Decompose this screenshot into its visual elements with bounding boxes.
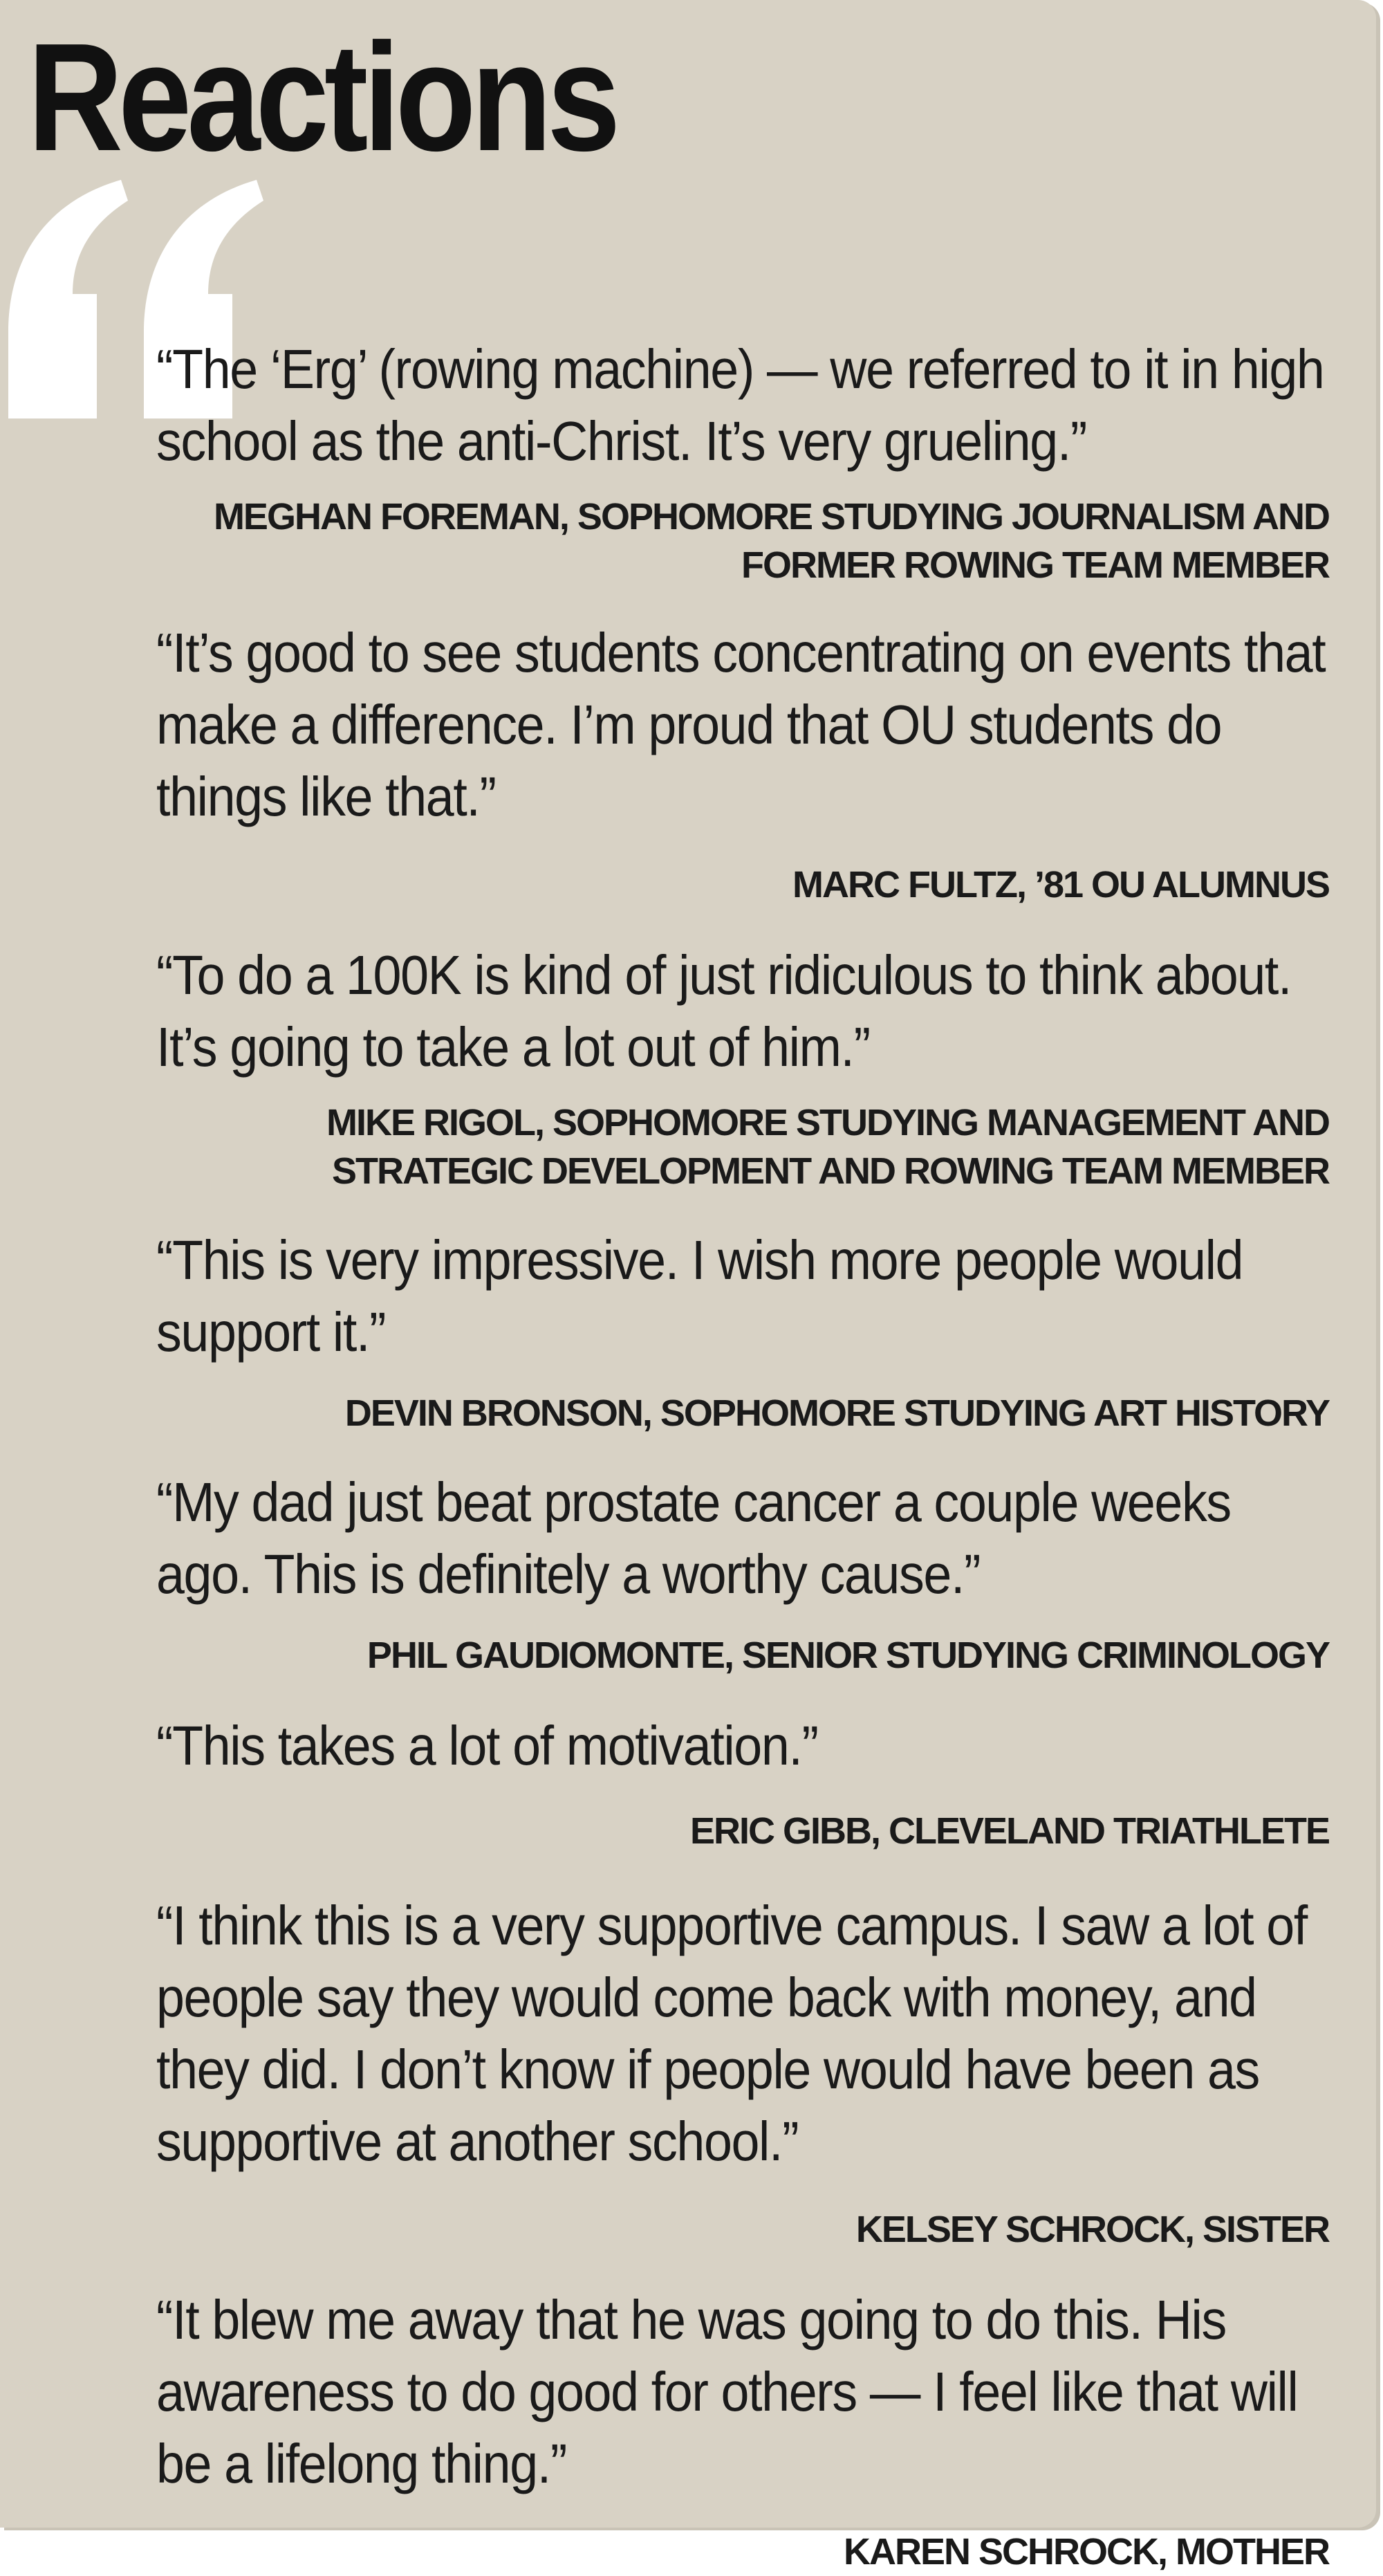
- quote-entry: [156, 939, 1329, 1195]
- page-title: Reactions: [28, 12, 616, 183]
- quote-text: “The ‘Erg’ (rowing machine) — we referred to it in high school as the anti-Christ. It’s very grueling.”: [156, 338, 1324, 472]
- quote-attribution: MIKE RIGOL, SOPHOMORE STUDYING MANAGEMENT AND STRATEGIC DEVELOPMENT AND ROWING TEAM MEMBER: [326, 1102, 1329, 1192]
- quote-text: “This takes a lot of motivation.”: [156, 1715, 818, 1776]
- quote-entry: [156, 2284, 1329, 2576]
- quotes-list: [156, 333, 1329, 2576]
- quote-text: “It blew me away that he was going to do this. His awareness to do good for others — I feel like that will be a lifelong thing.”: [156, 2289, 1298, 2494]
- quote-attribution: PHIL GAUDIOMONTE, SENIOR STUDYING CRIMINOLOGY: [366, 1635, 1329, 1676]
- quote-attribution: ERIC GIBB, CLEVELAND TRIATHLETE: [689, 1810, 1329, 1852]
- quote-entry: [156, 1710, 1329, 1855]
- quote-entry: [156, 333, 1329, 589]
- quote-entry: [156, 617, 1329, 909]
- quote-text: “This is very impressive. I wish more people would support it.”: [156, 1229, 1243, 1363]
- quote-text: “I think this is a very supportive campus. I saw a lot of people say they would come back with money, and they did. I don’t know if people would have been as supportive at another school.”: [156, 1895, 1307, 2172]
- quote-entry: [156, 1890, 1329, 2254]
- quote-attribution: KAREN SCHROCK, MOTHER: [843, 2531, 1329, 2573]
- quote-attribution: DEVIN BRONSON, SOPHOMORE STUDYING ART HISTORY: [344, 1392, 1329, 1434]
- quote-entry: [156, 1224, 1329, 1437]
- quote-attribution: KELSEY SCHROCK, SISTER: [855, 2209, 1329, 2250]
- quote-entry: [156, 1466, 1329, 1680]
- quote-text: “To do a 100K is kind of just ridiculous to think about. It’s going to take a lot out of him.”: [156, 944, 1292, 1078]
- quote-text: “My dad just beat prostate cancer a couple weeks ago. This is definitely a worthy cause.”: [156, 1471, 1231, 1605]
- quote-text: “It’s good to see students concentrating on events that make a difference. I’m proud that OU students do things like that.”: [156, 622, 1326, 827]
- quote-attribution: MARC FULTZ, ’81 OU ALUMNUS: [792, 864, 1329, 905]
- quote-attribution: MEGHAN FOREMAN, SOPHOMORE STUDYING JOURNALISM AND FORMER ROWING TEAM MEMBER: [213, 496, 1329, 586]
